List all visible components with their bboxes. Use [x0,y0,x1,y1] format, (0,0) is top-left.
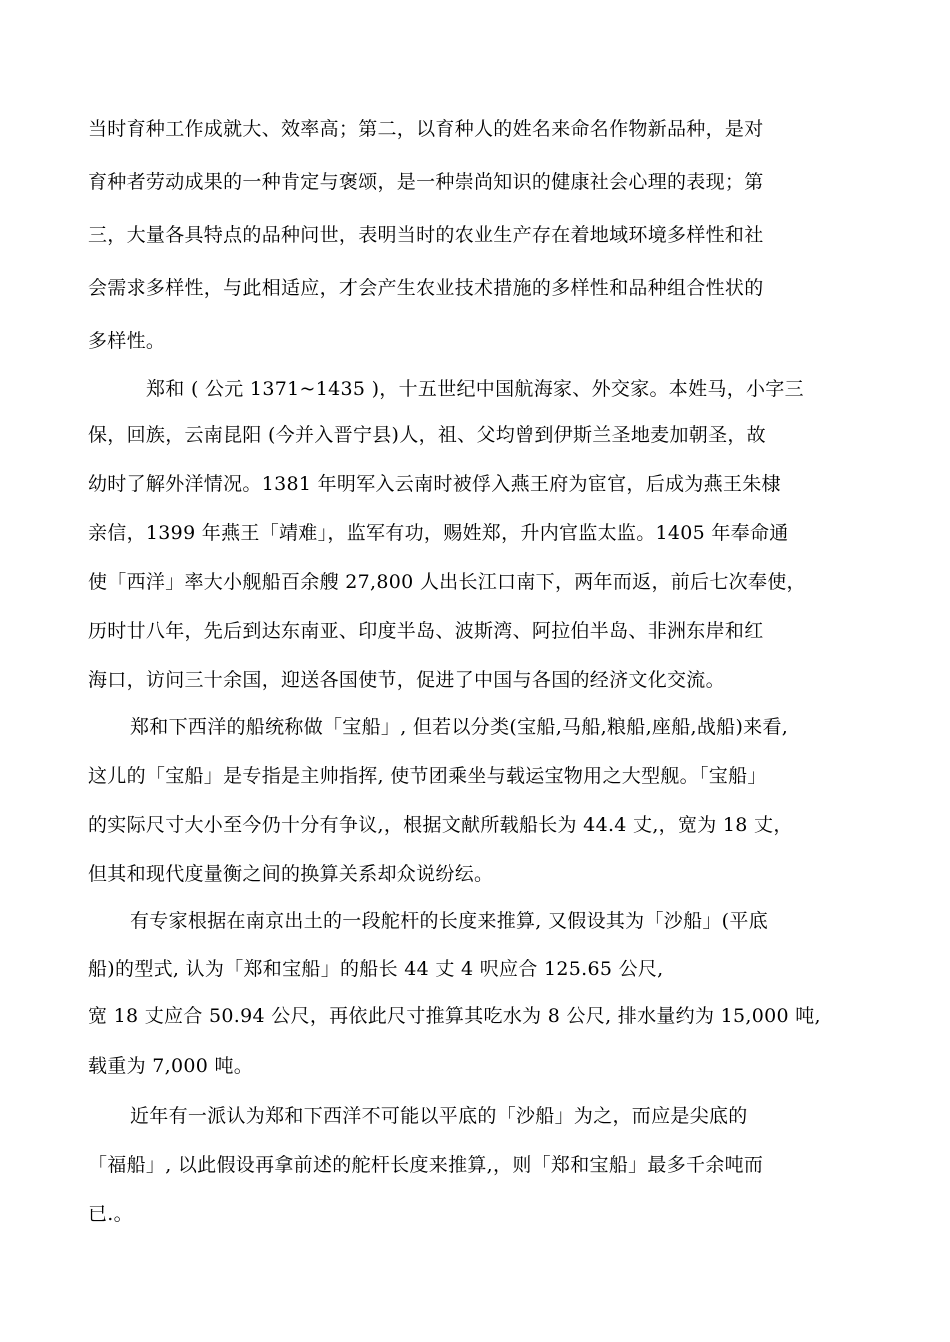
text-line: 但其和现代度量衡之间的换算关系却众说纷纭。 [88,863,494,885]
text-line: 的实际尺寸大小至今仍十分有争议,，根据文献所载船长为 44.4 丈,，宽为 18 丈， [88,814,793,836]
text-line: 这儿的「宝船」是专指是主帅指挥, 使节团乘坐与载运宝物用之大型舰。「宝船」 [88,765,767,787]
text-line: 船)的型式, 认为「郑和宝船」的船长 44 丈 4 呎应合 125.65 公尺, [88,958,664,980]
text-line: 宽 18 丈应合 50.94 公尺，再依此尺寸推算其吃水为 8 公尺, 排水量约为 15,000 吨, [88,1005,821,1027]
text-line: 郑和 ( 公元 1371~1435 )，十五世纪中国航海家、外交家。本姓马，小字三 [146,378,804,400]
text-line: 育种者劳动成果的一种肯定与褒颂，是一种崇尚知识的健康社会心理的表现；第 [88,171,764,193]
text-line: 「福船」, 以此假设再拿前述的舵杆长度来推算,，则「郑和宝船」最多千余吨而 [88,1154,764,1176]
text-line: 已.。 [88,1203,133,1225]
text-line: 亲信，1399 年燕王「靖难」，监军有功，赐姓郑，升内官监太监。1405 年奉命通 [88,522,789,544]
text-line: 近年有一派认为郑和下西洋不可能以平底的「沙船」为之，而应是尖底的 [130,1105,748,1127]
text-line: 使「西洋」率大小舰船百余艘 27,800 人出长江口南下，两年而返，前后七次奉使， [88,571,806,593]
text-line: 会需求多样性，与此相适应，才会产生农业技术措施的多样性和品种组合性状的 [88,277,764,299]
text-line: 幼时了解外洋情况。1381 年明军入云南时被俘入燕王府为宦官，后成为燕王朱棣 [88,473,781,495]
text-line: 当时育种工作成就大、效率高；第二，以育种人的姓名来命名作物新品种，是对 [88,118,764,140]
text-line: 三，大量各具特点的品种问世，表明当时的农业生产存在着地域环境多样性和社 [88,224,764,246]
text-line: 保，回族，云南昆阳 (今并入晋宁县)人，祖、父均曾到伊斯兰圣地麦加朝圣，故 [88,424,766,446]
text-line: 历时廿八年，先后到达东南亚、印度半岛、波斯湾、阿拉伯半岛、非洲东岸和红 [88,620,764,642]
text-line: 郑和下西洋的船统称做「宝船」, 但若以分类(宝船,马船,粮船,座船,战船)来看, [130,716,789,738]
text-line: 有专家根据在南京出土的一段舵杆的长度来推算, 又假设其为「沙船」(平底 [130,910,768,932]
text-line: 多样性。 [88,330,166,352]
text-line: 海口，访问三十余国，迎送各国使节，促进了中国与各国的经济文化交流。 [88,669,725,691]
text-line: 载重为 7,000 吨。 [88,1055,254,1077]
